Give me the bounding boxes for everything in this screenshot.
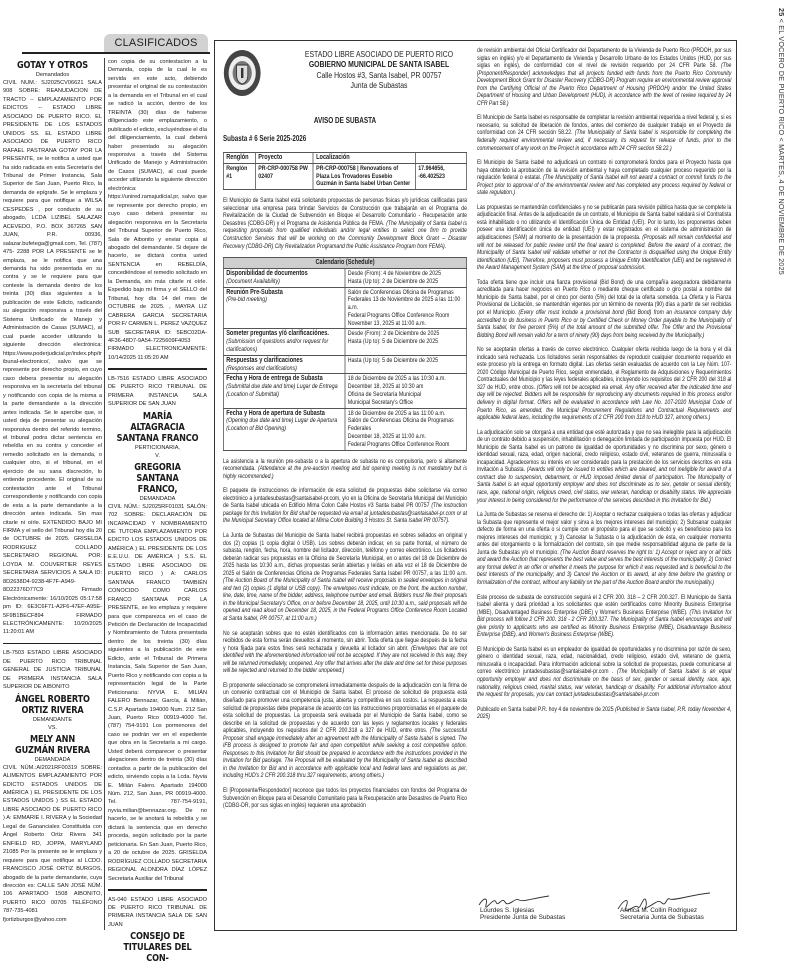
notice-header (223, 47, 467, 113)
spanish-text: El Municipio de Santa Isabel está solicitando propuestas de personas físicas y/o jurídicas calificadas para seleccionar una empresa para brindar Servicios de Construcción que trabajarán en el Programa de Revitalización de la Ciudad de Subvención en Bloque el Desarrollo Comunitario - Recuperación ante Desastres (CDBG-DR) y el Programa de Asistencia Pública de FEMA. (223, 197, 467, 227)
signer-title: Secretaria Junta de Subastas (620, 914, 704, 922)
spanish-text: El Municipio de Santa Isabel es un empleador de igualdad de oportunidades y no discrimina por razón de sexo, género o identidad sexual, raza, edad, nacionalidad, credo religioso, estado civil, veterano de guerra, minusvalía o incapacidad. Para información adicional sobre la solicitud de propuestas, puede comunicarse al correo electrónico juntadesubastas@santaisabel-pr.com . (477, 645, 732, 676)
schedule-label-es: Respuestas y clarificaciones (226, 356, 303, 364)
schedule-label-es: Reunión Pre-Subasta (226, 288, 283, 296)
notice-paragraph (477, 204, 731, 272)
english-text: (Envelopes that are not identified with the aforementioned information will not be accepted. If they are not received in this way, they will be returned immediately, unopened. Any offer that arrives after the date and time set for these purposes will be rejected and returned to the bidder unopened.) (223, 644, 467, 675)
classified-text: CIVIL NUM.: SJ2025CV06621 SALA 908 SOBRE: REANUDACION DE TRACTO -- EMPLAZAMIENTO POR EDICTOS -- ESTADO LIBRE ASOCIADO DE PUERTO RICO. EL PRESIDENTE DE LOS ESTADOS UNIDOS SS. EL ESTADO LIBRE ASOCIADO DE PUERTO RICO RAFAEL PASTRANA GOTAY POR LA PRESENTE, se le notifica a usted que ha sido radicada en esta Secretaría del Tribunal de Primer Instancia, Sala Superior de San Juan, Puerto Rico, la demanda de epígrafe. Se le emplaza y requiere para que notifique a WILSA CESPEDES , por conducto de su abogado, LCDA LIZIBEL SALAZAR ACEVEDO, P.O. BOX 367265 SAN JUAN, P.R. 00936, salazar.bufetega@gmail.com, Tel. (787) 475- 2288 POR LA PRESENTE se le emplaza, se le notifica que una demanda ha sido presentada en su contra y se le requiere para que conteste la demanda dentro de los treinta (30) días siguientes a la publicación de este Edicto, radicando su alegación responsiva a través del Sistema Unificado de Manejo y Administración de Casas (SUMAC), al cual puede acceder utilizando la siguiente dirección electrónica: https://www.poderjudicial.pr/index.php/tribunal-electronico/, salvo que se represente por derecho propio, en cuyo caso debera presentar su alegación responsiva en la secretaría del tribunal y notificando con copia de la misma a la parte demandante a la dirección antes indicada. Se le apercibe que, si usted deja de presentar su alegación responsiva dentro del referido termino, el tribunal podra dictar sentencia en rebeldía en su contra y conceder el remedio solicitado en la demanda, o cualquier otro, si el tribunal, en el ejercicio de su sana discreción, lo entiende procedente. El original de su contestación ante el Tribunal correspondiente y notificando con copia de esta a la parte demandante a la dirección antes indicada. Sin mas citarle ni oírle. EXTENDIDO BAJO MI FIRMA y el sello del Tribunal hoy día 20 de OCTUBRE de 2025. GRISELDA RODRIGUEZ COLLADO SECRETARIO REGIONAL POR: LOYDA M. COUVERTIER REYES SECRETARIA SERVICIOS A SALA ID: 8D2638D4-9238-4F7F-A949-8D22376D77C9 Firmado Electrónicamente: 16/10/2025 05:17:58 pm ID: 6E3C6F71-A2F6-47EF-A95E-5F9B1BECF894 FIRMADO ELECTRÓNICAMENTE: 10/20/2025 11:20:01 AM (3, 80, 102, 636)
notice-paragraph (477, 279, 731, 339)
english-text: (The Municipality of Santa Isabel is requesting proposals from qualified individuals and/or legal entities to select one firm to provide Construction Services that will be working on the Community Development Block Grant – Disaster Recovery (CDBG-DR) City Revitalization Programand the Public Assistance Program from FEMA). (223, 219, 467, 250)
classified-divider (108, 368, 207, 370)
english-text: (The [Proponent/Responder] acknowledges that all projects funded with funds from the Puerto Rico Community Development Block Grant for Disaster Recovery (CDBG-DR) Program require an environmental review approval from the Certifying Official of the Puerto Rico Department of Housing (PRDOH) and/or the United States Department of Housing and Urban Development (HUD), in accordance with the level of review required by 24 CFR Part 58.) (477, 62, 732, 107)
spanish-text: La Junta de Subastas se reserva el derecho de: 1) Aceptar o rechazar cualquiera o todas las ofertas y adjudicar la Subasta que represente el mejor valor y sirva a los mejores intereses del municipio; 2) Subsanar cualquier defecto de forma en una oferta o si cumple con el propósito para el que se solicitó y es beneficioso para los mejores intereses del municipio; y 3) Cancelar la Subasta o la adjudicación de ésta, en cualquier momento antes del otorgamiento o la formalización del contrato, sin que medie responsabilidad alguna de parte de la Junta de Subastas y/o el municipio. (477, 511, 732, 556)
english-text: (Every offer must include a provisional bond (Bid Bond) from an insurance company duly accredited to do business in Puerto Rico or by Certified Check or Money Order payable to the Municipality of Santa Isabel, for five percent (5%) of the total amount of the submitted offer. The Offer and the Provisional Bidding Bond will remain valid for a term of ninety (90) days from being received by the Municipality.) (477, 308, 732, 339)
schedule-label (223, 408, 345, 450)
notice-paragraph (477, 114, 731, 152)
spanish-text: La adjudicación solo se otorgará a una entidad que esté autorizada y que no sea inelegible para la adjudicación de un contrato debido a suspensión, inhabilitación o denegación limitada de participación impuesta por HUD. El Municipio de Santa Isabel es un patrono de igualdad de oportunidades y no discrimina por sexo, género o identidad sexual, raza, edad, origen nacional, credo religioso, estado civil, veteranos de guerra, minusvalía o incapacidad. Agradecemos su interés en ser considerado para la prestación de los servicios descritos en esta Invitación a Subasta. (477, 428, 732, 474)
schedule-row (223, 329, 466, 355)
notice-paragraph (477, 511, 731, 586)
schedule-label-es: Disponibilidad de documentos (226, 269, 308, 277)
party-name: GOTAY Y OTROS (17, 60, 88, 71)
english-text: (The Municipality of Santa Isabel is an equal opportunity employer and does not discriminate on the basis of sex, gender or sexual identity, race, age, nationality, religious creed, marital status, war veteran, handicap or disability. For additional information about the request for proposals, you can contact juntadesubastas@santaisabel-pr.com (477, 668, 732, 699)
schedule-value: 18 de Diciembre de 2025 a las 10:30 a.m. December 18, 2025 at 10:30 am Oficina de Secretaría Municipal Municipal Secretary's Office (345, 374, 467, 408)
table-row (223, 163, 466, 189)
spanish-text: La Junta de Subastas del Municipio de Santa Isabel recibirá propuestas en sobres sellados en original y dos (2) copias (1 copia digital ó USB). Los sobres deberán indicar, en su parte frontal, el número de subasta, renglón, fecha, hora, nombre del licitador, dirección, teléfono y correo electrónico. Los licitadores deberán radicar sus propuestas en la Oficina de Secretaría Municipal, en o antes del 18 de Diciembre de 2025 hasta las 10:30 a.m., dichas propuestas serán abiertas y leídas en alta voz el 18 de Diciembre de 2025 el Salón de Conferencias Oficina de Programas Federales Santa Isabel PR 00757, a las 11:00 a.m. (223, 532, 467, 577)
auction-notice-ad (214, 40, 737, 931)
notice-paragraph (477, 47, 731, 107)
schedule-label-en: (Pre-bid meeting) (226, 296, 267, 304)
schedule-row (223, 408, 466, 450)
signer-name: Annica M. Collin Rodriguez (620, 906, 698, 914)
schedule-label (223, 329, 345, 355)
signature-president (480, 907, 565, 922)
classified-divider (3, 643, 102, 645)
english-text: (This Invitation for Bid process will follow 2 CFR 200. 318 - 2 CFR 200.327. The Municipality of Santa Isabel encourages and will give priority to applicants who are certified as Minority Business Enterprise (MBE), Disadvantage Business Enterprise (DBE), and Women's Business Enterprise (WBE). (477, 608, 732, 639)
schedule-title: Calendario (Schedule) (223, 258, 466, 269)
schedule-label-es: Fecha y Hora de apertura de Subasta (226, 409, 325, 417)
spanish-text: El Municipio de Santa Isabel es responsable de completar la revisión ambiental requerida a nivel federal y, si es necesario, su solicitud de liberación de fondos, antes del comienzo de cualquier trabajo en el Proyecto de conformidad con 24 CFR sección 58.22. (477, 114, 732, 137)
notice-left-column (223, 47, 467, 817)
notice-right-column (477, 47, 731, 728)
schedule-row (223, 374, 466, 408)
party-role: DEMANDANTE (32, 716, 73, 723)
spanish-text: No se aceptarán sobres que no estén identificados con la información antes mencionada. De no ser recibidos de esta forma serán devueltos al momento, sin abrir. Toda oferta que llegue después de la fecha y hora fijada para estos fines será rechazada y devuelta al licitador sin abrir. (223, 629, 467, 652)
english-text: (The successful Proposer shall engage immediately after an agreement with the Municipality of Santa Isabel is signed. The IFB process is designed to promote fair and open competition while seeking a cost competitive option. Responses to this Invitation for Bid should be prepared in accordance with the instructions provided in the Invitation for Bid package. The Proposal will be evaluated by the Municipality of Santa Isabel as described in the Invitation for Bid and in accordance with applicable local and federal laws and regulations as per, including HUD's 2 CFR 200.318 thru.327 requirements, among others.) (223, 727, 467, 780)
notice-paragraph (223, 197, 467, 250)
notice-paragraph (223, 682, 467, 780)
schedule-value: Salón de Conferencias Oficina de Programas Federales 13 de Noviembre de 2025 a las 11:00 a.m. Federal Programs Office Conference Room November 13, 2025 at 11:00 a.m. (345, 287, 467, 329)
schedule-label-en: (Responses and clarifications) (226, 364, 297, 372)
classified-divider (108, 889, 207, 891)
schedule-value: Hasta (Up to): 5 de Diciembre de 2025 (345, 355, 467, 374)
municipal-seal-icon (223, 49, 261, 97)
schedule-label-es: Fecha y Hora de entrega de Subasta (226, 375, 323, 383)
schedule-label-en: (Document Availability) (226, 277, 280, 285)
party-role: PERTICIONARIA, (135, 444, 180, 451)
party-role: VS. (47, 724, 58, 731)
notice-paragraph (223, 630, 467, 675)
english-text: (The Municipality of Santa Isabel is responsible for completing the federally required environmental review and, if necessary, its request for release of funds, prior to the commencement of any work on the Project in accordance with 24 CFR section 58.22.) (477, 129, 732, 152)
cell-line: Renglón #1 (223, 163, 255, 189)
schedule-label (223, 374, 345, 408)
cell-location: PR-CRP-000758 | Renovations of Plaza Los Trovadores Eusebio Guzmán in Santa Isabel Urban Center (313, 163, 415, 189)
schedule-value: Desde (From): 2 de Diciembre de 2025 Hasta (Up to): 5 de Diciembre de 2025 (345, 329, 467, 355)
spanish-text: Toda oferta tiene que incluir una fianza provisional (Bid Bond) de una compañía aseguradora debidamente acreditada para hacer negocios en Puerto Rico o mediante cheque certificado o giro postal a nombre del Municipio de Santa Isabel, por el cinco por ciento (5%) del total de la oferta sometida. La Oferta y la Fianza Provisional de Licitación, se mantendrán vigentes por un término de noventa (90) días a partir de ser recibidas por el Municipio. (477, 278, 732, 316)
classified-column-1 (3, 58, 102, 932)
issue-date: MARTES, 4 DE NOVIEMBRE DE 2025 (777, 144, 786, 275)
project-table (223, 152, 467, 190)
page-header-vertical: 25 < EL VOCERO DE PUERTO RICO < MARTES, 4 DE NOVIEMBRE DE 2025 (777, 8, 786, 275)
notice-paragraph (223, 532, 467, 623)
schedule-label-en: (Submittal due date and time) Lugar de Entrega (Location of Submittal) (226, 383, 338, 399)
english-text: (The instruction package for this Invitation for Bid shall be requested via email at juntadesubastas@santaisabel-pr.com or at the Municipal Secretary Office located at Mima Colon Building 3 Hostos St. Santa Isabel PR 00757). (223, 502, 467, 525)
section-rule (22, 52, 210, 54)
english-text: (The Auction Board of the Municipality of Santa Isabel will receive proposals in sealed envelopes in original and two (2) copies (1 digital or USB copy). The envelopes must indicate, on the front, the auction number, line, date, time, name of the bidder, address, telephone number and email. Bidders must file their proposals in the Municipal Secretary's Office, on or before December 18, 2025, until 10:30 a.m., said proposals will be opened and read aloud on December 18, 2025, in the Federal Programs Office Conference Room Located at Santa Isabel, PR 00757, at 11:00 a.m.) (223, 577, 467, 623)
classified-column-2 (108, 58, 207, 965)
spanish-text: El Municipio de Santa Isabel no adjudicará un contrato ni comprometerá fondos para el Proyecto hasta que haya obtenido la aprobación de la revisión ambiental y haya completado cualquier proceso requerido por la regulación federal o estatal. (477, 159, 732, 182)
col-header: Proyecto (255, 153, 313, 164)
schedule-value: 18 de Diciembre de 2025 a las 11:00 a.m. Salón de Conferencias Oficina de Programas Federales December 18, 2025 at 11:00 a.m. Federal Programs Office Conference Room (345, 408, 467, 450)
notice-paragraph (477, 706, 731, 721)
newspaper-name: EL VOCERO DE PUERTO RICO (777, 25, 786, 136)
header-line-1: ESTADO LIBRE ASOCIADO DE PUERTO RICO (304, 49, 454, 59)
spanish-text: No se aceptarán ofertas a través de correo electrónico. Cualquier oferta recibida luego de la hora y el día indicado será rechazada. Los licitadores serán responsables de reproducir cualquier documento requerido en este proceso y/o la entrega en formato digital. Las ofertas serán evaluadas de acuerdo con la Ley Núm. 107-2020 Código Municipal de Puerto Rico, según enmendado, el Reglamento de Adquisiciones y Requerimientos Contractuales del Municipio y las leyes federales aplicables, incluyendo los requisitos del 2 CFR 200 del 318 al 327 de HUD, entre otros. (477, 346, 732, 391)
notice-paragraph (477, 646, 731, 699)
english-text: (Awards will only be issued to entities which are cleared, and not ineligible for award of a contract due to suspension, debarment, or HUD imposed limited denial of participation. The Municipality of Santa Isabel is an equal opportunity employer and does not discriminate as to sex, gender or sexual identity, race, age, national origin, religious creed, civil status, war veteran, handicap or disability status. We appreciate your interest in being considered for the performance of the services described in this Invitation for Bid.) (477, 466, 732, 504)
party-role: DEMANDADA (34, 756, 71, 763)
notice-paragraph (223, 787, 467, 810)
spanish-text: La asistencia a la reunión pre-subasta o a la apertura de subasta no es compulsoria, pero si altamente recomendada. (223, 457, 467, 473)
section-tab-clasificados: CLASIFICADOS (104, 34, 208, 53)
english-text: (Offers will not be accepted via email. Any offer received after the indicated time and day will be rejected. Bidders will be responsible for reproducing any documents required in this process and/or delivery in digital format. Offers will be evaluated in accordance with Law No. 107-2020 Municipal Code of Puerto Rico, as amended, the Municipal Procurement Regulations and Contractual Requirements and applicable federal laws, including the requirements of 2 CFR 200 from 318 to HUD 327, among others.) (477, 383, 732, 422)
schedule-label (223, 268, 345, 287)
party-role: Demandados (35, 72, 70, 78)
party-name: MARÍA ALTAGRACIA SANTANA FRANCO (116, 410, 199, 444)
classified-text: CIVIL NÚM.: SJ2025RF01031 SALÓN: 702 SOBRE: DECLARACIÓN DE INCAPACIDAD Y NOMBRAMIENTO DE TUTORA EMPLAZAMIENTO POR EDICTO LOS ESTADOS UNIDOS DE AMÉRICA ) EL PRESIDENTE DE LOS E.E.U.U. DE AMÉRICA ) S.S. EL ESTADO LIBRE ASOCIADO DE PUERTO RICO ) A: CARLOS SANTANA FRANCO TAMBIÉN CONOCIDO COMO CARLOS FRANCO SANTANA POR LA PRESENTE, se les emplaza y requiere para que comparezca en el caso de Petición de Declaración de Incapacidad y Nombramiento de Tutora presentada dentro de los treinta (30) días siguientes a la publicación de este Edicto, ante el Tribunal de Primera Instancia, Sala Superior de San Juan, Puerto Rico y notificando con copia a la representación legal de la Parte Peticionaria: NYVIA E. MILIÁN FALERO Bennazar, García, & Milián, C.S.P. Apartado 194000 Num. 212 San Juan, Puerto Rico 00919-4000 Tel. (787) 754-9191 Los pormenores del caso se podrán ver en el expediente que obra en la Secretaría a mi cargo. Usted deberá comparecer o presentar alegaciones dentro de treinta (30) días contados a partir de la publicación del edicto, sirviendo copia a la Lcda. Nyvia E. Milián Falero. Apartado 194000 Núm. 212, San Juan, PR 00919-4000. Tel. 787-754-9191, nyvia.milian@bennazar.org. De no hacerlo, se le anotará la rebeldía y se dictará la sentencia que en derecho proceda, según solicitado por la parte peticionaria. En San Juan, Puerto Rico, a 20 de octubre de 2025. GRISELDA RODRÍGUEZ COLLADO SECRETARIA REGIONAL ALONDRA DÍAZ LÓPEZ Secretaria Auxiliar del Tribunal (108, 503, 207, 882)
cell-coordinates: 17.964656, -66.402523 (415, 163, 466, 189)
schedule-label (223, 355, 345, 374)
schedule-label-en: (Opening due date and time) Lugar de Apertura (Location of Bid Opening) (226, 417, 338, 433)
col-header: Renglón (223, 153, 255, 164)
signature-secretary (620, 907, 704, 922)
party-name: CONSEJO DE TITULARES DEL CON- (123, 931, 192, 965)
spanish-text: El paquete de instrucciones de información de esta solicitud de propuestas debe solicitarse vía correo electrónico a juntadesubastas@santaisabel-pr.com, y/o en la Oficina de Secretaría Municipal del Municipio de Santa Isabel ubicada en Edificio Mima Colon Calle Hostos #3 Santa Isabel PR 00757 (223, 487, 467, 510)
schedule-row (223, 268, 466, 287)
english-text: (Attendance at the pre-auction meeting and bid opening meeting is not mandatory but is highly recommended.) (223, 465, 467, 480)
header-address: Calle Hostos #3, Santa Isabel, PR 00757 (316, 69, 442, 80)
classified-text: LB-7516 ESTADO LIBRE ASOCIADO DE PUERTO RICO TRIBUNAL DE PRIMERA INSTANCIA SALA SUPERIOR DE SAN JUAN (108, 375, 207, 408)
notice-paragraph (477, 594, 731, 639)
english-text: (Published in Santa Isabel, P.R. today November 4, 2025) (477, 705, 732, 721)
header-board: Junta de Subastas (350, 80, 408, 91)
party-role: V. (155, 452, 160, 459)
spanish-text: Publicado en Santa Isabel P.R. hoy 4 de noviembre de 2025 (477, 705, 616, 713)
classified-text: CIVIL NÚM.:AI2021RF00319 SOBRE: ALIMENTOS EMPLAZAMIENTO POR EDICTO ESTADOS UNIDOS DE AMÉRICA ) EL PRESIDENTE DE LOS ESTADOS UNIDOS ) SS EL ESTADO LIBRE ASOCIADO DE PUERTO RICO ) A: EMMARIE I. RIVERA y la Sociedad Legal de Gananciales Constituida con Ángel Roberto Ortiz Rivera 341 ENFIELD RD, JOPPA, MARYLAND 21085 Por la presente se le emplaza y requiere para que notifique al LCDO. FRANCISCO JOSÉ ORTIZ BURGOS, abogado de la parte demandante, cuya dirección es: CALLE SAN JOSÉ NÚM. 106 APARTADO 1508 AIBONITO, PUERTO RICO 00705 TELÉFONO 787-735-4081 fjortizburgos@yahoo.com (3, 764, 102, 923)
column-divider (104, 58, 105, 930)
col-header: Localización (313, 153, 415, 164)
schedule-label (223, 287, 345, 329)
spanish-text: Las propuestas se mantendrán confidenciales y no se publicarán para revisión pública hasta que se complete la adjudicación final. Antes de la adjudicación de un contrato, el Municipio de Santa Isabel validará si el Contratista está inhabilitado o no utilizando el Identificación Única de Entidad (UEI). Por lo tanto, los proponentes deben poseer una identificación única de entidad (UEI) y estar registrados en el sistema de administración de adjudicaciones (SAM) al momento de la presentación de la propuesta. (477, 203, 732, 242)
notice-paragraph (477, 346, 731, 421)
signer-name: Lourdes S. Iglesias (480, 906, 535, 914)
signature-icon (616, 893, 716, 913)
classified-text: con copia de su contestacion a la Demanda, copia de la cual le es servida en este acto, debiendo presentar el original de su contestación a la demanda en el Tribunal en el cual se radicó la acción, dentro de los TREINTA (30) días de haberse diligenciado este emplazamiento, o publicado el edicto, excluyéndose el día del diligenciamiento, la cual deberá haber presentado su alegación responsiva a través del Sistema Unificado de Manejo y Administración de Casos (SUMAC), al cual puede acceder utilizando la siguiente dirección electrónica: https://unired.ramajudicial.pr, salvo que se represente por derecho propio, en cuyo caso deberá presentar su alegación responsiva en la Secretaría del Tribunal Superior de Puerto Rico, Sala de Aibonito y enviar copia al abogado del demandante. Si dejare de hacerlo, se dictará contra usted SENTENCIA en REBELDÍA, concediéndose el remedio solicitado en la Demanda, sin más citarle ni oírle. Expedido bajo mi firma y el SELLO del Tribunal, hoy día 14 del mes de OCTUBRE de 2025. , MAYRA LIZ CABRERA GARCIA SECRETARIA POR:F/ CARMEN L. PEREZ VAZQUEZ SUB SECRETARIA ID: 5EBC02DA-4F36-48D7-9A54-7225609F4053 FIRMADO ELECTRONICAMENTE: 10/14/2025 11:05:20 AM (108, 59, 207, 361)
spanish-text: de revisión ambiental del Oficial Certificador del Departamento de la Vivienda de Puerto Rico (PRDOH, por sus siglas en inglés) y/o el Departamento de Vivienda y Desarrollo Urbano de los Estados Unidos (HUD, por sus siglas en inglés), de conformidad con el nivel de revisión requerido por 24 CFR Parte 58. (477, 47, 732, 70)
english-text: (The Auction Board reserves the right to: 1) Accept or reject any or all bids and award the Auction that represents the best value and serves the best interests of the municipality; 2) Correct any formal defect in an offer or whether it meets the purpose for which it was requested and is beneficial to the best interests of the municipality; and 3) Cancel the Auction or its award, at any time before the granting or formalization of the contract, without any liability on the part of the Auction Board and/or the municipality.) (477, 548, 732, 586)
schedule-row (223, 355, 466, 374)
english-text: (Proposals will remain confidential and will not be released for public review until the final award is completed. Before the award of a contract, the Municipality of Santa Isabel will validate whether or not the Contractor is disqualified using the Unique Entity Identification (UEI). Therefore, proposers must possess a Unique Entity Identification (UEI) and be registered in the Award Management System (SAM) at the time of proposal submission. (477, 234, 732, 272)
notice-paragraph (223, 458, 467, 481)
col-header (415, 153, 466, 164)
signature-icon (476, 893, 556, 911)
cell-project: PR-CRP-000758 PW 02407 (255, 163, 313, 189)
schedule-label-en: (Submission of questions and/or request for clarifications) (226, 338, 329, 354)
schedule-value: Desde (From): 4 de Noviembre de 2025 Hasta (Up to): 2 de Diciembre de 2025 (345, 268, 467, 287)
party-name: ÁNGEL ROBERTO ORTIZ RIVERA (15, 693, 90, 716)
auction-number: Subasta # 6 Serie 2025-2026 (223, 133, 307, 143)
notice-paragraph (223, 487, 467, 525)
schedule-label-es: Someter preguntas y/ó clarificaciónes. (226, 330, 329, 338)
schedule-table (223, 257, 467, 451)
party-name: MELY ANN GUZMÁN RIVERA (15, 733, 90, 756)
party-role: DEMANDADA (139, 495, 176, 502)
english-text: (The Municipality of Santa Isabel will not award a contract or commit funds to the Project prior to approval of of the environmental review and has completed any process required by federal or state regulation.) (477, 174, 732, 197)
spanish-text: Este proceso de subasta de construcción seguirá el 2 CFR 200. 318 – 2 CFR 200.327. El Municipio de Santa Isabel alienta y dará prioridad a los solicitantes que estén certificados como Minority Business Enterprise (MBE), Disadvantaged Business Enterprise (DBE) y Women's Business Enterprise (WBE). (477, 593, 732, 616)
notice-title: AVISO DE SUBASTA (313, 116, 377, 125)
party-name: GREGORIA SANTANA FRANCO, (134, 461, 181, 495)
classified-text: LB-7503 ESTADO LIBRE ASOCIADO DE PUERTO RICO TRIBUNAL GENERAL DE JUSTICIA TRIBUNAL DE PRIMERA INSTANCIA SALA SUPERIOR DE AIBONITO (3, 650, 102, 691)
notice-paragraph (477, 429, 731, 504)
spanish-text: El proponente seleccionado se comprometerá inmediatamente después de la adjudicación con la firma de un convenio contractual con el Municipio de Santa Isabel. El proceso de solicitud de propuesta está diseñado para promover una competencia justa, abierta y competitiva en sus costos. La respuesta a esta solicitud de propuestas debe prepararse de acuerdo con las instrucciones proporcionadas en el paquete de esta solicitud de propuestas. La propuesta será evaluada por el Municipio de Santa Isabel, como se describe en la solicitud de propuestas y de acuerdo con las leyes y reglamentos locales y federales aplicables, incluyendo los requisitos del 2 CFR 200.318 a 327 de HUD, entre otros. (223, 681, 467, 735)
classified-text: AS-040 ESTADO LIBRE ASOCIADO DE PUERTO RICO TRIBUNAL DE PRIMERA INSTANCIA SALA DE SAN JUAN (108, 896, 207, 928)
spanish-text: El [Proponente/Respondedor] reconoce que todos los proyectos financiados con fondos del Programa de Subvención en Bloque para el Desarrollo Comunitario para la Recuperación ante Desastres de Puerto Rico (CDBG-DR, por sus siglas en inglés) requieren una aprobación (223, 786, 467, 810)
notice-paragraph (477, 159, 731, 197)
signer-title: Presidente Junta de Subastas (480, 914, 566, 922)
schedule-row (223, 287, 466, 329)
header-line-2: GOBIERNO MUNICIPAL DE SANTA ISABEL (308, 59, 450, 70)
